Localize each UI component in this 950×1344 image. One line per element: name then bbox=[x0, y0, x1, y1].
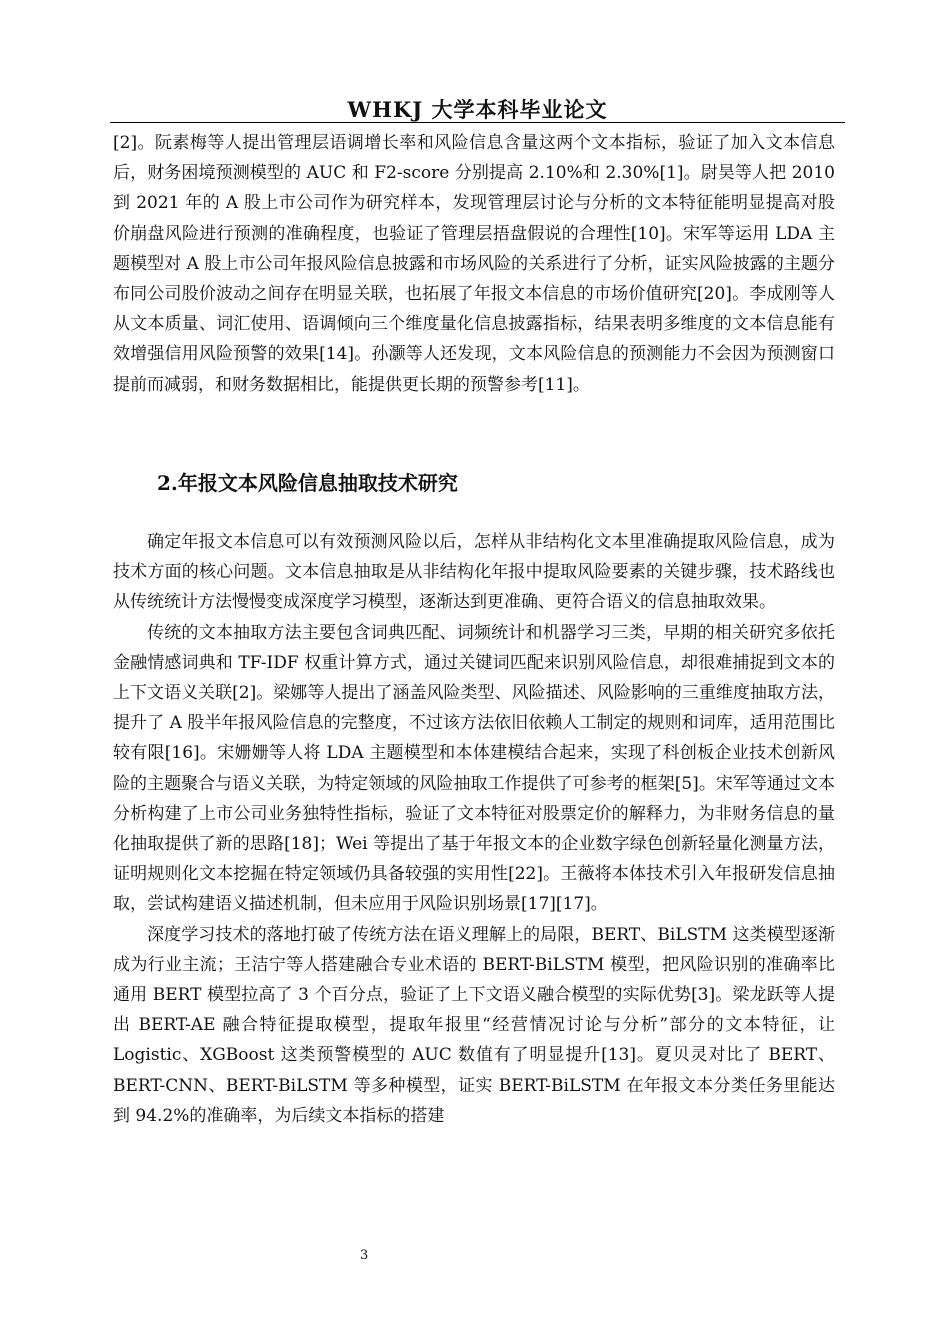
page-number: 3 bbox=[360, 1248, 369, 1263]
page-header-title: WHKJ 大学本科毕业论文 bbox=[347, 97, 608, 122]
section-heading: 2.年报文本风险信息抽取技术研究 bbox=[157, 471, 458, 495]
paragraph: 传统的文本抽取方法主要包含词典匹配、词频统计和机器学习三类，早期的相关研究多依托金融情感词典和 TF-IDF 权重计算方式，通过关键词匹配来识别风险信息，却很难捕捉到文本的上下文语义关联[2]。梁娜等人提出了涵盖风险类型、风险描述、风险影响的三重维度抽取方法，提升了 A 股半年报风险信息的完整度，不过该方法依旧依赖人工制定的规则和词库，适用范围比较有限[16]。宋姗姗等人将 LDA 主题模型和本体建模结合起来，实现了科创板企业技术创新风险的主题聚合与语义关联，为特定领域的风险抽取工作提供了可参考的框架[5]。宋军等通过文本分析构建了上市公司业务独特性指标，验证了文本特征对股票定价的解释力，为非财务信息的量化抽取提供了新的思路[18]；Wei 等提出了基于年报文本的企业数字绿色创新轻量化测量方法，证明规则化文本挖掘在特定领域仍具备较强的实用性[22]。王薇将本体技术引入年报研发信息抽取，尝试构建语义描述机制，但未应用于风险识别场景[17][17]。 bbox=[113, 622, 835, 915]
body-text-bottom bbox=[113, 527, 835, 1131]
header-divider bbox=[110, 122, 845, 123]
paragraph: 深度学习技术的落地打破了传统方法在语义理解上的局限，BERT、BiLSTM 这类模型逐渐成为行业主流；王洁宁等人搭建融合专业术语的 BERT-BiLSTM 模型，把风险识别的准确率比通用 BERT 模型拉高了 3 个百分点，验证了上下文语义融合模型的实际优势[3]。梁龙跃等人提出 BERT-AE 融合特征提取模型，提取年报里“经营情况讨论与分析”部分的文本特征，让 Logistic、XGBoost 这类预警模型的 AUC 数值有了明显提升[13]。夏贝灵对比了 BERT、BERT-CNN、BERT-BiLSTM 等多种模型，证实 BERT-BiLSTM 在年报文本分类任务里能达到 94.2%的准确率，为后续文本指标的搭建 bbox=[113, 924, 835, 1126]
paragraph: [2]。阮素梅等人提出管理层语调增长率和风险信息含量这两个文本指标，验证了加入文本信息后，财务困境预测模型的 AUC 和 F2-score 分别提高 2.10%和 2.30%[1]。尉昊等人把 2010 到 2021 年的 A 股上市公司作为研究样本，发现管理层讨论与分析的文本特征能明显提高对股价崩盘风险进行预测的准确程度，也验证了管理层捂盘假说的合理性[10]。宋军等运用 LDA 主题模型对 A 股上市公司年报风险信息披露和市场风险的关系进行了分析，证实风险披露的主题分布同公司股价波动之间存在明显关联，也拓展了年报文本信息的市场价值研究[20]。李成刚等人从文本质量、词汇使用、语调倾向三个维度量化信息披露指标，结果表明多维度的文本信息能有效增强信用风险预警的效果[14]。孙灏等人还发现，文本风险信息的预测能力不会因为预测窗口提前而减弱，和财务数据相比，能提供更长期的预警参考[11]。 bbox=[113, 133, 835, 395]
paragraph: 确定年报文本信息可以有效预测风险以后，怎样从非结构化文本里准确提取风险信息，成为技术方面的核心问题。文本信息抽取是从非结构化年报中提取风险要素的关键步骤，技术路线也从传统统计方法慢慢变成深度学习模型，逐渐达到更准确、更符合语义的信息抽取效果。 bbox=[113, 532, 835, 613]
body-text-top bbox=[113, 128, 835, 400]
